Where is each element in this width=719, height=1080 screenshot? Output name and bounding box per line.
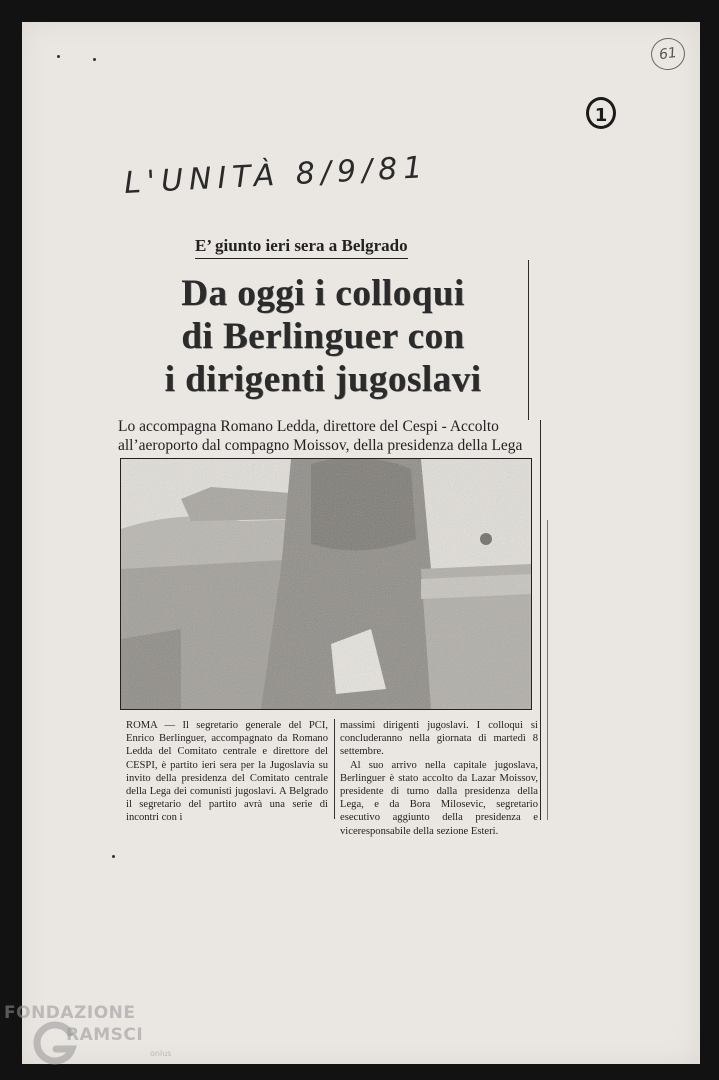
handwritten-source-note: L'UNITÀ 8/9/81 xyxy=(123,150,430,201)
speck xyxy=(57,55,60,58)
column-paragraph: Al suo arrivo nella capitale jugoslava, Berlinguer è stato accolto da Lazar Moissov, presidente di turno dalla presidenza della Lega, e da Bora Milosevic, segretario esecutivo aggiunto della presidenza e viceresponsabile della sezione Esteri. xyxy=(340,759,538,837)
clipping-edge xyxy=(528,260,529,420)
watermark-line: FONDAZIONE xyxy=(4,1003,136,1023)
clipping-edge xyxy=(540,420,541,820)
headline-line: Da oggi i colloqui xyxy=(181,273,465,314)
archive-watermark xyxy=(4,1003,179,1075)
clipping-edge xyxy=(547,520,548,820)
column-divider xyxy=(334,719,335,819)
page-number: 61 xyxy=(649,36,687,72)
watermark-suffix: onlus xyxy=(150,1049,172,1058)
speck xyxy=(112,855,115,858)
article-kicker: E’ giunto ieri sera a Belgrado xyxy=(195,236,408,259)
watermark-line: RAMSCI xyxy=(66,1025,144,1045)
article-column xyxy=(340,719,538,838)
headline-line: i dirigenti jugoslavi xyxy=(164,359,482,400)
photo-illustration xyxy=(121,459,531,709)
speck xyxy=(93,58,96,61)
article-subhead: Lo accompagna Romano Ledda, direttore del Cespi - Accolto all’aeroporto dal compagno Moissov, della presidenza della Lega xyxy=(118,418,523,454)
circled-number: 1 xyxy=(586,97,616,129)
headline-line: di Berlinguer con xyxy=(181,316,465,357)
column-paragraph: massimi dirigenti jugoslavi. I colloqui si concluderanno nella giornata di martedì 8 settembre. xyxy=(340,720,538,758)
article-column: ROMA — Il segretario generale del PCI, Enrico Berlinguer, accompagnato da Romano Ledda del Comitato centrale e direttore del CESPI, è partito ieri sera per la Jugoslavia su invito della presidenza del Comitato centrale della Lega dei comunisti jugoslavi. A Belgrado il segretario del partito avrà una serie di incontri con i xyxy=(126,720,328,824)
article-headline xyxy=(118,272,528,401)
news-photo xyxy=(120,458,532,710)
